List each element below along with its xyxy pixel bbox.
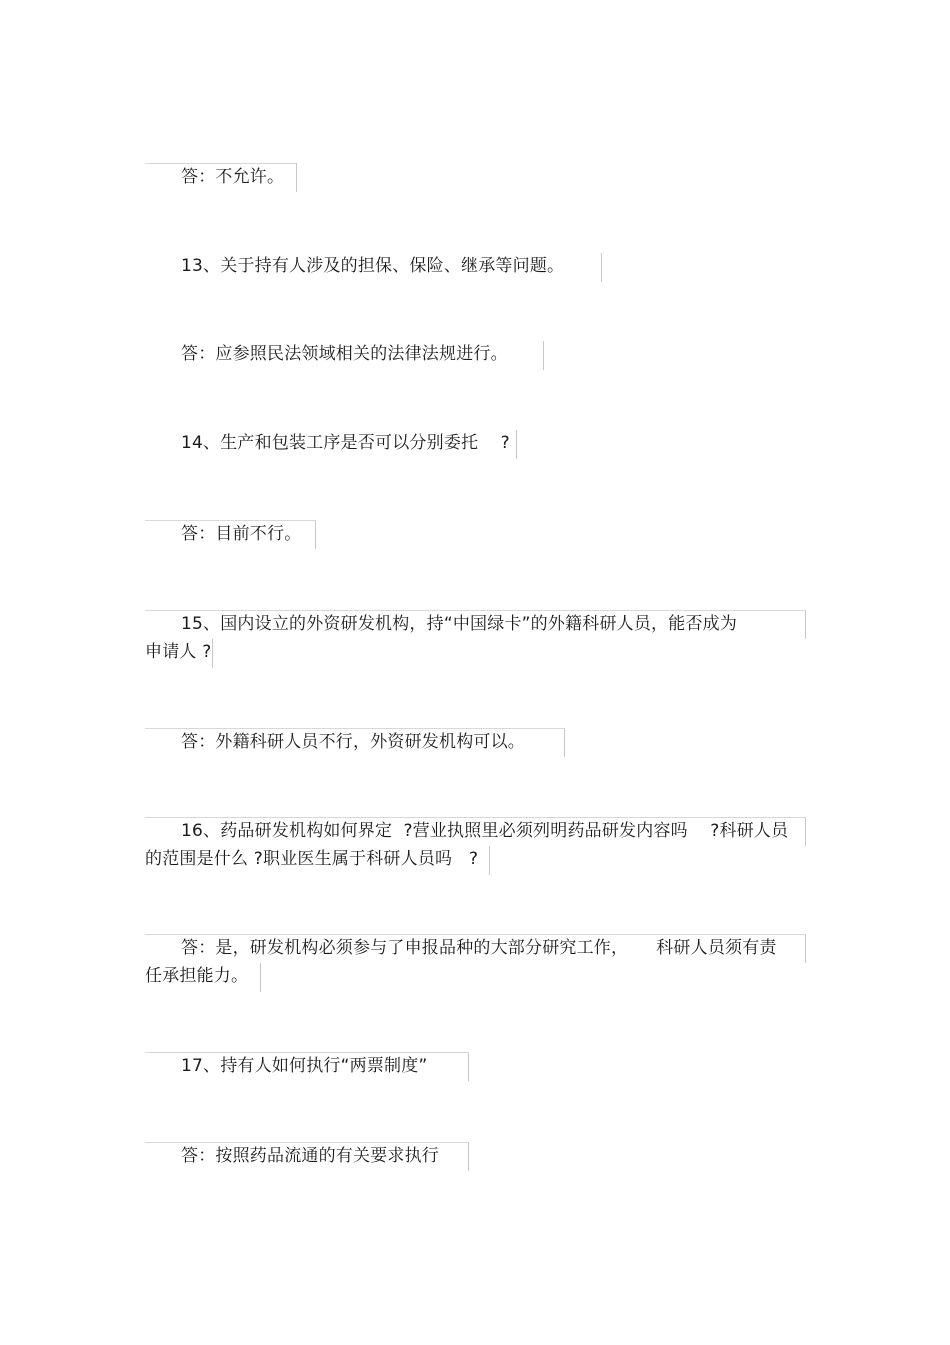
question-14 (145, 430, 517, 459)
question-17-line-1: 17、持有人如何执行“两票制度” (145, 1052, 469, 1081)
answer-13-line-1: 答：应参照民法领域相关的法律法规进行。 (145, 341, 544, 370)
answer-12-line-1: 答：不允许。 (145, 163, 297, 192)
question-17 (145, 1052, 469, 1081)
answer-13 (145, 341, 544, 370)
question-15 (145, 610, 806, 668)
question-14-line-1: 14、生产和包装工序是否可以分别委托 ? (145, 430, 517, 459)
answer-12 (145, 163, 297, 192)
answer-16-line-1: 答：是，研发机构必须参与了申报品种的大部分研究工作， 科研人员须有责 (145, 934, 806, 963)
answer-17 (145, 1142, 469, 1171)
question-13 (145, 253, 602, 282)
question-15-line-2: 申请人 ? (145, 639, 213, 668)
answer-16-line-2: 任承担能力。 (145, 963, 261, 992)
question-16-line-2: 的范围是什么 ?职业医生属于科研人员吗 ? (145, 846, 490, 875)
answer-15-line-1: 答：外籍科研人员不行，外资研发机构可以。 (145, 728, 565, 757)
question-15-line-1: 15、国内设立的外资研发机构，持“中国绿卡”的外籍科研人员，能否成为 (145, 610, 806, 639)
answer-17-line-1: 答：按照药品流通的有关要求执行 (145, 1142, 469, 1171)
answer-14-line-1: 答：目前不行。 (145, 520, 316, 549)
answer-15 (145, 728, 565, 757)
answer-16 (145, 934, 806, 992)
question-16 (145, 817, 806, 875)
question-13-line-1: 13、关于持有人涉及的担保、保险、继承等问题。 (145, 253, 602, 282)
answer-14 (145, 520, 316, 549)
question-16-line-1: 16、药品研发机构如何界定 ?营业执照里必须列明药品研发内容吗 ?科研人员 (145, 817, 806, 846)
